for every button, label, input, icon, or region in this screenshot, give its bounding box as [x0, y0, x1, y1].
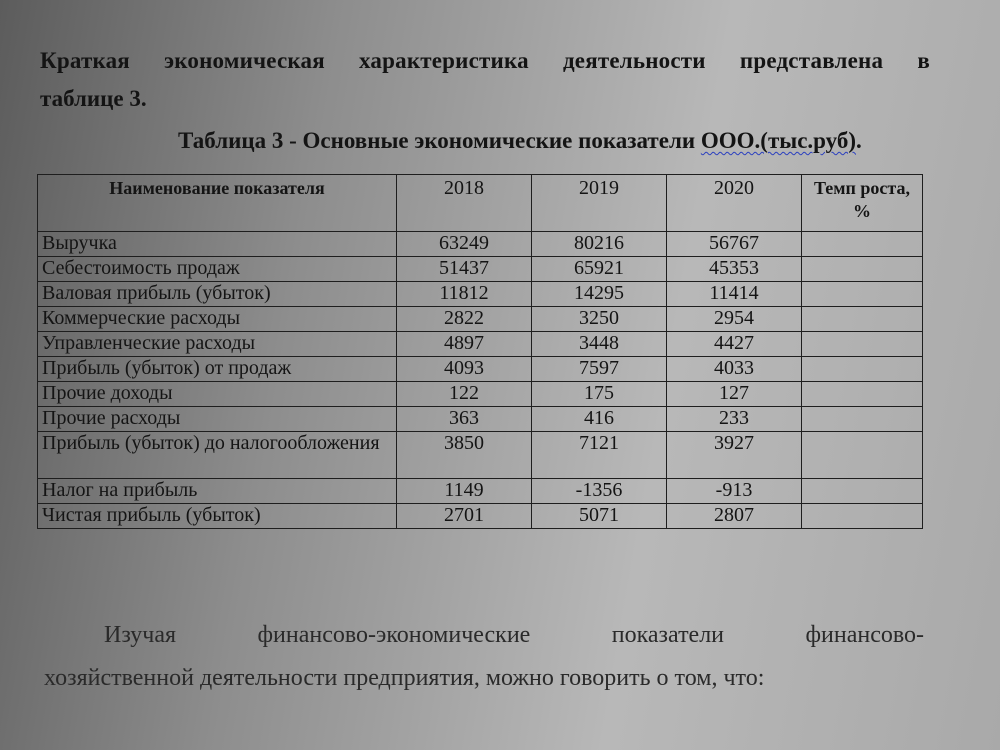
value-2020-cell: 233	[667, 407, 802, 432]
intro-paragraph-line2: таблице 3.	[40, 86, 147, 111]
value-2018-cell: 4897	[397, 332, 532, 357]
indicator-name-cell: Коммерческие расходы	[38, 307, 397, 332]
conclusion-paragraph: Изучая финансово-экономические показатели финансово-	[104, 622, 924, 648]
growth-rate-cell	[802, 504, 923, 529]
indicator-name-cell: Чистая прибыль (убыток)	[38, 504, 397, 529]
value-2018-cell: 11812	[397, 282, 532, 307]
table-caption	[178, 128, 862, 154]
value-2018-cell: 2822	[397, 307, 532, 332]
economic-indicators-table	[37, 174, 923, 529]
value-2018-cell: 51437	[397, 257, 532, 282]
value-2018-cell: 1149	[397, 479, 532, 504]
value-2020-cell: 4033	[667, 357, 802, 382]
value-2019-cell: 80216	[532, 232, 667, 257]
header-indicator-name: Наименование показателя	[38, 175, 397, 232]
indicator-name-cell: Прибыль (убыток) от продаж	[38, 357, 397, 382]
value-2020-cell: 127	[667, 382, 802, 407]
value-2020-cell: 2954	[667, 307, 802, 332]
indicator-name-cell: Выручка	[38, 232, 397, 257]
growth-rate-cell	[802, 232, 923, 257]
table-row	[38, 479, 923, 504]
header-year-2020: 2020	[667, 175, 802, 232]
header-year-2018: 2018	[397, 175, 532, 232]
value-2018-cell: 363	[397, 407, 532, 432]
value-2020-cell: 4427	[667, 332, 802, 357]
table-row	[38, 432, 923, 479]
value-2019-cell: 65921	[532, 257, 667, 282]
value-2019-cell: -1356	[532, 479, 667, 504]
table-row	[38, 382, 923, 407]
value-2018-cell: 2701	[397, 504, 532, 529]
indicator-name-cell: Прибыль (убыток) до налогообложения	[38, 432, 397, 479]
conclusion-paragraph-line2: хозяйственной деятельности предприятия, можно говорить о том, что:	[44, 665, 765, 691]
header-growth-rate: Темп роста, %	[802, 175, 923, 232]
value-2019-cell: 3448	[532, 332, 667, 357]
indicator-name-cell: Валовая прибыль (убыток)	[38, 282, 397, 307]
indicator-name-cell: Налог на прибыль	[38, 479, 397, 504]
indicator-name-cell: Прочие расходы	[38, 407, 397, 432]
growth-rate-cell	[802, 432, 923, 479]
value-2018-cell: 3850	[397, 432, 532, 479]
table-caption-org: ООО.(тыс.руб)	[700, 128, 856, 153]
value-2019-cell: 7597	[532, 357, 667, 382]
growth-rate-cell	[802, 382, 923, 407]
growth-rate-cell	[802, 332, 923, 357]
growth-rate-cell	[802, 257, 923, 282]
value-2020-cell: 2807	[667, 504, 802, 529]
table-caption-suffix: .	[856, 128, 862, 153]
growth-rate-cell	[802, 282, 923, 307]
value-2018-cell: 122	[397, 382, 532, 407]
table-row	[38, 332, 923, 357]
value-2020-cell: 45353	[667, 257, 802, 282]
table-row	[38, 357, 923, 382]
table-caption-prefix: Таблица 3 - Основные экономические показатели	[178, 128, 701, 153]
table-row	[38, 257, 923, 282]
value-2019-cell: 3250	[532, 307, 667, 332]
growth-rate-cell	[802, 307, 923, 332]
value-2020-cell: 56767	[667, 232, 802, 257]
value-2020-cell: -913	[667, 479, 802, 504]
value-2018-cell: 63249	[397, 232, 532, 257]
indicator-name-cell: Прочие доходы	[38, 382, 397, 407]
value-2019-cell: 175	[532, 382, 667, 407]
value-2019-cell: 5071	[532, 504, 667, 529]
indicator-name-cell: Управленческие расходы	[38, 332, 397, 357]
growth-rate-cell	[802, 479, 923, 504]
value-2020-cell: 11414	[667, 282, 802, 307]
table-row	[38, 504, 923, 529]
header-year-2019: 2019	[532, 175, 667, 232]
table-header-row	[38, 175, 923, 232]
table-row	[38, 282, 923, 307]
growth-rate-cell	[802, 407, 923, 432]
growth-rate-cell	[802, 357, 923, 382]
value-2019-cell: 14295	[532, 282, 667, 307]
indicator-name-cell: Себестоимость продаж	[38, 257, 397, 282]
value-2019-cell: 7121	[532, 432, 667, 479]
table-row	[38, 307, 923, 332]
table-row	[38, 232, 923, 257]
intro-paragraph: Краткая экономическая характеристика деятельности представлена в	[40, 48, 930, 73]
table-body	[38, 232, 923, 529]
value-2019-cell: 416	[532, 407, 667, 432]
value-2018-cell: 4093	[397, 357, 532, 382]
table-row	[38, 407, 923, 432]
value-2020-cell: 3927	[667, 432, 802, 479]
